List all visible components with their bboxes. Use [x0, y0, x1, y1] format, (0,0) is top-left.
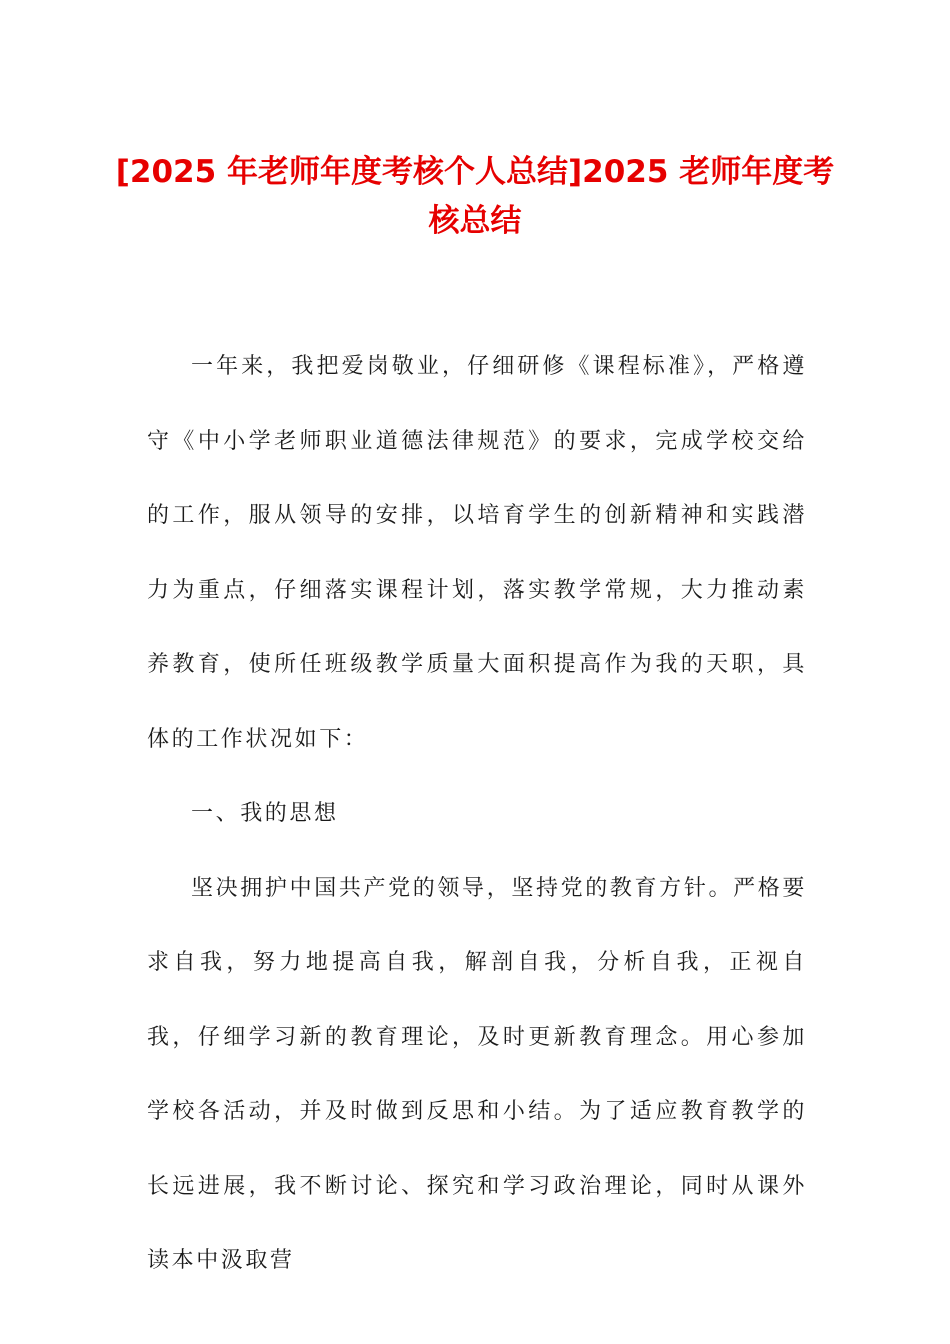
paragraph-intro: 一年来，我把爱岗敬业，仔细研修《课程标准》，严格遵守《中小学老师职业道德法律规范》的要求，完成学校交给的工作，服从领导的安排，以培育学生的创新精神和实践潜力为重点，仔细落实课程计划，落实教学常规，大力推动素养教育，使所任班级教学质量大面积提高作为我的天职，具体的工作状况如下：	[147, 354, 807, 752]
paragraph-thought: 坚决拥护中国共产党的领导，坚持党的教育方针。严格要求自我，努力地提高自我，解剖自我，分析自我，正视自我，仔细学习新的教育理论，及时更新教育理念。用心参加学校各活动，并及时做到反思和小结。为了适应教育教学的长远进展，我不断讨论、探究和学习政治理论，同时从课外读本中汲取营	[147, 875, 807, 1273]
document-title: [2025 年老师年度考核个人总结]2025 老师年度考核总结	[115, 154, 835, 239]
document-body	[147, 330, 807, 1299]
section-heading-thought: 一、我的思想	[191, 801, 339, 826]
